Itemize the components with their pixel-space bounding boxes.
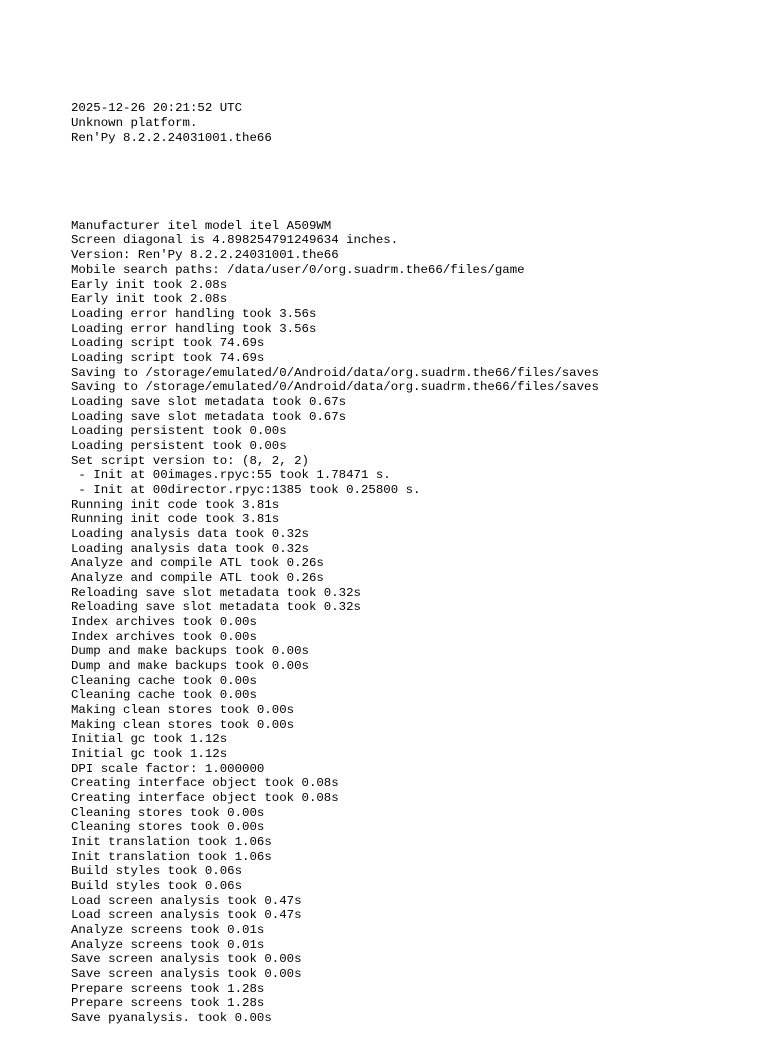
log-header — [71, 101, 599, 145]
log-line: Loading save slot metadata took 0.67s — [71, 409, 347, 424]
log-line: Making clean stores took 0.00s — [71, 717, 295, 732]
log-line: Reloading save slot metadata took 0.32s — [71, 585, 361, 600]
log-line: Analyze screens took 0.01s — [71, 923, 265, 938]
log-line: Load screen analysis took 0.47s — [71, 908, 302, 923]
log-line: Build styles took 0.06s — [71, 879, 243, 894]
log-line: Loading save slot metadata took 0.67s — [71, 394, 347, 409]
log-line: Early init took 2.08s — [71, 292, 228, 307]
log-line: Running init code took 3.81s — [71, 497, 280, 512]
log-line: Prepare screens took 1.28s — [71, 981, 265, 996]
log-line: Dump and make backups took 0.00s — [71, 644, 309, 659]
log-line: Cleaning cache took 0.00s — [71, 673, 257, 688]
log-line: Creating interface object took 0.08s — [71, 776, 339, 791]
log-line: Init translation took 1.06s — [71, 835, 272, 850]
log-line: Making clean stores took 0.00s — [71, 702, 295, 717]
log-line: Analyze screens took 0.01s — [71, 937, 265, 952]
log-line: - Init at 00director.rpyc:1385 took 0.25800 s. — [71, 482, 421, 497]
log-line: Save screen analysis took 0.00s — [71, 952, 302, 967]
log-line: Save screen analysis took 0.00s — [71, 967, 302, 982]
log-line: Screen diagonal is 4.898254791249634 inches. — [71, 233, 399, 248]
log-line: Loading error handling took 3.56s — [71, 321, 317, 336]
blank-line — [71, 175, 599, 190]
log-line: Loading persistent took 0.00s — [71, 424, 287, 439]
log-line: Dump and make backups took 0.00s — [71, 658, 309, 673]
log-line: Analyze and compile ATL took 0.26s — [71, 570, 324, 585]
log-line: Analyze and compile ATL took 0.26s — [71, 556, 324, 571]
log-line: Save pyanalysis. took 0.00s — [71, 1011, 272, 1026]
log-line: Loading script took 74.69s — [71, 336, 265, 351]
log-text — [71, 72, 599, 1040]
log-line: Running init code took 3.81s — [71, 512, 280, 527]
log-line: Set script version to: (8, 2, 2) — [71, 453, 309, 468]
log-line: Loading script took 74.69s — [71, 350, 265, 365]
log-line: Initial gc took 1.12s — [71, 747, 228, 761]
log-line: 2025-12-26 20:21:52 UTC — [71, 101, 243, 116]
log-line: Creating interface object took 0.08s — [71, 791, 339, 806]
log-line: Loading analysis data took 0.32s — [71, 526, 309, 541]
log-line: Unknown platform. — [71, 116, 198, 131]
log-line: Mobile search paths: /data/user/0/org.suadrm.the66/files/game — [71, 262, 525, 277]
log-line: Cleaning stores took 0.00s — [71, 805, 265, 820]
log-line: Loading error handling took 3.56s — [71, 306, 317, 321]
log-line: Build styles took 0.06s — [71, 864, 243, 879]
log-line: Reloading save slot metadata took 0.32s — [71, 600, 361, 615]
log-line: - Init at 00images.rpyc:55 took 1.78471 s. — [71, 468, 391, 483]
log-line: Init translation took 1.06s — [71, 849, 272, 864]
log-line: Index archives took 0.00s — [71, 629, 257, 644]
log-line: DPI scale factor: 1.000000 — [71, 761, 265, 776]
log-line: Prepare screens took 1.28s — [71, 996, 265, 1011]
log-line: Loading persistent took 0.00s — [71, 438, 287, 453]
log-line: Index archives took 0.00s — [71, 614, 257, 629]
log-line: Manufacturer itel model itel A509WM — [71, 218, 332, 233]
log-line: Cleaning stores took 0.00s — [71, 820, 265, 835]
log-line: Cleaning cache took 0.00s — [71, 688, 257, 703]
log-line: Early init took 2.08s — [71, 277, 228, 292]
log-body — [71, 219, 599, 1026]
log-line: Initial gc took 1.12s — [71, 732, 228, 747]
log-line: Version: Ren'Py 8.2.2.24031001.the66 — [71, 248, 339, 263]
log-line: Saving to /storage/emulated/0/Android/data/org.suadrm.the66/files/saves — [71, 365, 599, 380]
log-line: Ren'Py 8.2.2.24031001.the66 — [71, 130, 272, 145]
log-line: Saving to /storage/emulated/0/Android/data/org.suadrm.the66/files/saves — [71, 380, 599, 395]
log-line: Loading analysis data took 0.32s — [71, 541, 309, 556]
log-line: Load screen analysis took 0.47s — [71, 893, 302, 908]
